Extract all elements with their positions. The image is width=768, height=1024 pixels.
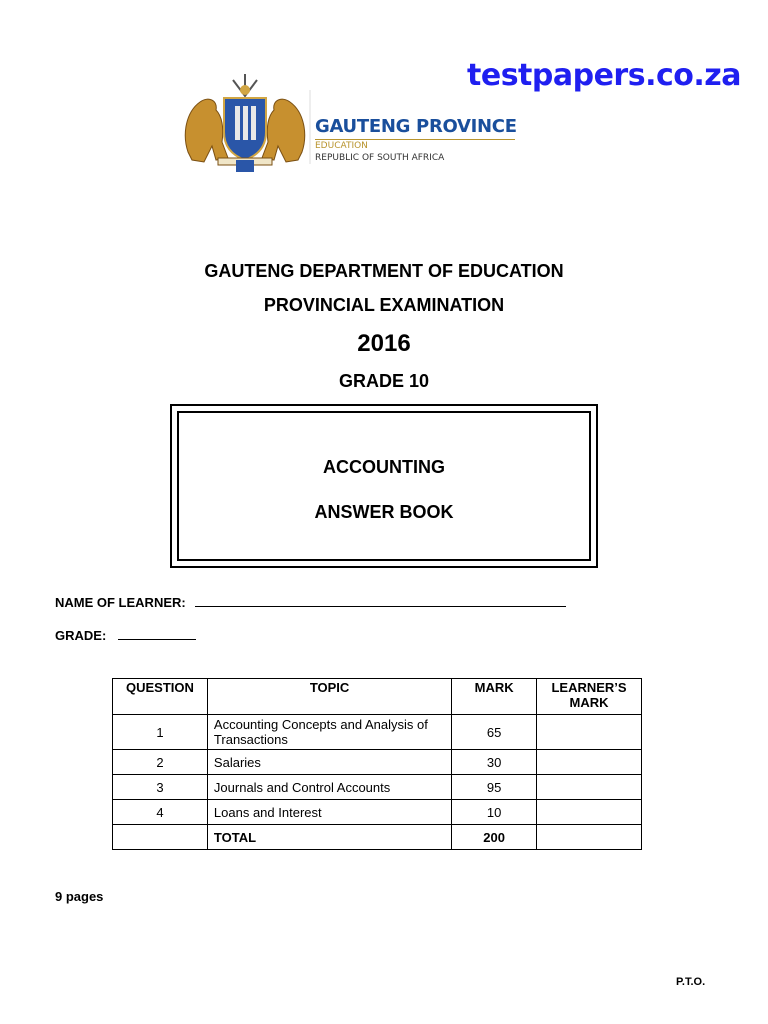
learner-total-cell[interactable]	[537, 825, 642, 850]
title-box	[170, 404, 598, 568]
question-topic: Salaries	[207, 750, 451, 775]
learner-mark-cell[interactable]	[537, 750, 642, 775]
learner-name-blank[interactable]	[195, 594, 566, 607]
header-question: QUESTION	[113, 679, 208, 715]
title-box-inner	[177, 411, 591, 561]
header-topic: TOPIC	[207, 679, 451, 715]
learner-mark-cell[interactable]	[537, 715, 642, 750]
question-mark: 10	[452, 800, 537, 825]
subject-title: ACCOUNTING	[323, 457, 445, 477]
table-header-row	[113, 679, 642, 715]
logo-divider	[315, 139, 515, 140]
header-learners-mark: LEARNER’S MARK	[537, 679, 642, 715]
learner-mark-cell[interactable]	[537, 800, 642, 825]
table-total-row	[113, 825, 642, 850]
question-topic: Journals and Control Accounts	[207, 775, 451, 800]
booklet-title: ANSWER BOOK	[314, 502, 454, 522]
table-row	[113, 750, 642, 775]
question-mark: 65	[452, 715, 537, 750]
question-number: 3	[113, 775, 208, 800]
table-row	[113, 715, 642, 750]
logo-province-name: GAUTENG PROVINCE	[315, 116, 517, 137]
watermark-text: testpapers.co.za	[467, 58, 741, 93]
pto-note: P.T.O.	[676, 976, 706, 988]
learner-name-field	[55, 594, 566, 610]
table-row	[113, 800, 642, 825]
department-heading: GAUTENG DEPARTMENT OF EDUCATION	[204, 261, 564, 281]
total-mark: 200	[452, 825, 537, 850]
question-mark: 95	[452, 775, 537, 800]
grade-heading: GRADE 10	[338, 371, 430, 391]
question-number: 1	[113, 715, 208, 750]
total-label: TOTAL	[207, 825, 451, 850]
grade-field	[55, 627, 196, 643]
header-mark: MARK	[452, 679, 537, 715]
question-topic: Loans and Interest	[207, 800, 451, 825]
grade-blank[interactable]	[118, 627, 196, 640]
marks-table	[112, 678, 642, 850]
table-row	[113, 775, 642, 800]
question-number: 4	[113, 800, 208, 825]
grade-label: GRADE:	[55, 628, 107, 643]
exam-heading: PROVINCIAL EXAMINATION	[263, 295, 505, 315]
page-count: 9 pages	[55, 889, 104, 904]
logo-department: EDUCATION	[315, 141, 368, 151]
question-mark: 30	[452, 750, 537, 775]
total-empty-cell	[113, 825, 208, 850]
exam-year: 2016	[357, 330, 411, 357]
logo-country: REPUBLIC OF SOUTH AFRICA	[315, 153, 445, 163]
question-number: 2	[113, 750, 208, 775]
gauteng-logo	[178, 72, 558, 177]
learner-mark-cell[interactable]	[537, 775, 642, 800]
learner-name-label: NAME OF LEARNER:	[55, 595, 186, 610]
question-topic: Accounting Concepts and Analysis of Transactions	[207, 715, 451, 750]
